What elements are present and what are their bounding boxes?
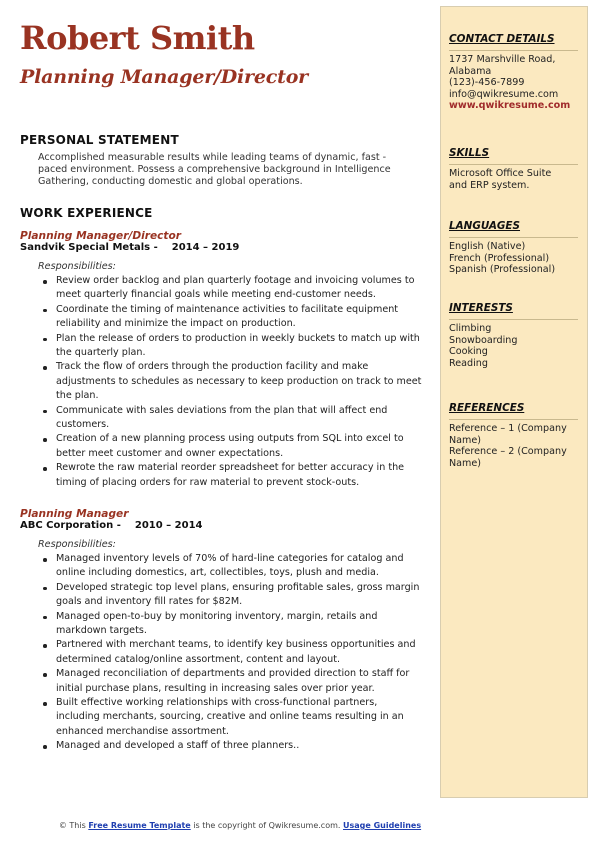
job-1-company-line [20, 242, 239, 253]
skills-text: Microsoft Office Suite and ERP system. [449, 168, 552, 191]
list-item: Creation of a new planning process using outputs from SQL into excel to better meet customer and owner expectations. [56, 432, 422, 461]
job-2-responsibilities-label: Responsibilities: [38, 539, 116, 550]
contact-address: 1737 Marshville Road, Alabama [449, 54, 556, 77]
job-1-company: Sandvik Special Metals - [20, 242, 158, 253]
list-item: Built effective working relationships with cross-functional partners, including merchants, sourcing, creative and online teams resulting in an enhanced merchandise assortment. [56, 696, 422, 739]
job-2-company: ABC Corporation - [20, 520, 121, 531]
candidate-name: Robert Smith [20, 19, 255, 57]
list-item: Reading [449, 357, 488, 369]
languages-divider [449, 237, 578, 238]
list-item: Managed reconciliation of departments and provided direction to staff for initial purchase plans, resulting in increasing sales over prior year. [56, 667, 422, 696]
contact-divider [449, 50, 578, 51]
skills-divider [449, 164, 578, 165]
job-1-dates: 2014 – 2019 [171, 242, 240, 253]
references-heading: REFERENCES [449, 402, 525, 414]
list-item: Spanish (Professional) [449, 264, 556, 276]
sidebar [440, 6, 588, 798]
job-1-responsibilities-label: Responsibilities: [38, 261, 116, 272]
list-item: Managed and developed a staff of three planners.. [56, 739, 422, 753]
interests-list [449, 323, 585, 369]
list-item: Managed open-to-buy by monitoring inventory, margin, retails and markdown targets. [56, 610, 422, 639]
work-experience-heading: WORK EXPERIENCE [20, 206, 153, 220]
skills-heading: SKILLS [449, 147, 490, 159]
job-2-title: Planning Manager [20, 508, 129, 520]
list-item: Climbing [449, 323, 492, 334]
job-2-company-line [20, 520, 203, 531]
contact-email[interactable]: info@qwikresume.com [449, 88, 559, 100]
footer-prefix: © This [58, 821, 86, 830]
footer-copyright-text: is the copyright of Qwikresume.com. [193, 821, 341, 830]
list-item: Managed inventory levels of 70% of hard-line categories for catalog and online including domestics, art, collectibles, toys, plush and media. [56, 552, 422, 581]
list-item: Plan the release of orders to production in weekly buckets to match up with the quarterly plan. [56, 332, 422, 361]
languages-heading: LANGUAGES [449, 220, 521, 232]
list-item: Developed strategic top level plans, ensuring profitable sales, gross margin goals and inventory fill rates for $82M. [56, 581, 422, 610]
candidate-title: Planning Manager/Director [20, 66, 308, 88]
footer [0, 821, 480, 830]
contact-heading: CONTACT DETAILS [449, 33, 555, 45]
list-item: Track the flow of orders through the production facility and make adjustments to schedules as necessary to keep production on track to meet the plan. [56, 360, 422, 403]
references-divider [449, 419, 578, 420]
list-item: Coordinate the timing of maintenance activities to facilitate equipment reliability and minimize the impact on production. [56, 303, 422, 332]
personal-statement-heading: PERSONAL STATEMENT [20, 133, 179, 147]
list-item: Cooking [449, 346, 488, 358]
list-item: Reference – 1 (Company Name) [449, 423, 567, 446]
list-item: Snowboarding [449, 334, 518, 346]
free-resume-template-link[interactable]: Free Resume Template [88, 821, 191, 830]
references-list [449, 423, 577, 469]
list-item: Communicate with sales deviations from the plan that will affect end customers. [56, 404, 422, 433]
contact-details [449, 54, 585, 112]
list-item: Rewrote the raw material reorder spreadsheet for better accuracy in the timing of placing orders for raw material to prevent stock-outs. [56, 461, 422, 490]
usage-guidelines-link[interactable]: Usage Guidelines [342, 821, 422, 830]
interests-heading: INTERESTS [449, 302, 513, 314]
job-2-dates: 2010 – 2014 [134, 520, 203, 531]
list-item: French (Professional) [449, 252, 550, 264]
job-1-bullet-list [56, 274, 422, 490]
list-item: Partnered with merchant teams, to identify key business opportunities and determined catalog/online assortment, content and layout. [56, 638, 422, 667]
contact-phone: (123)-456-7899 [449, 77, 525, 89]
contact-website-link[interactable]: www.qwikresume.com [449, 100, 571, 112]
list-item: Review order backlog and plan quarterly footage and invoicing volumes to meet quarterly financial goals while meeting end-customer needs. [56, 274, 422, 303]
list-item: English (Native) [449, 241, 526, 252]
job-1-title: Planning Manager/Director [20, 230, 181, 242]
personal-statement-text: Accomplished measurable results while leading teams of dynamic, fast - paced environment. Possess a comprehensive background in Intelligence Gathering, conducting domestic and global operations. [38, 152, 391, 187]
interests-divider [449, 319, 578, 320]
job-2-bullet-list [56, 552, 422, 754]
list-item: Reference – 2 (Company Name) [449, 446, 567, 469]
languages-list [449, 241, 585, 276]
